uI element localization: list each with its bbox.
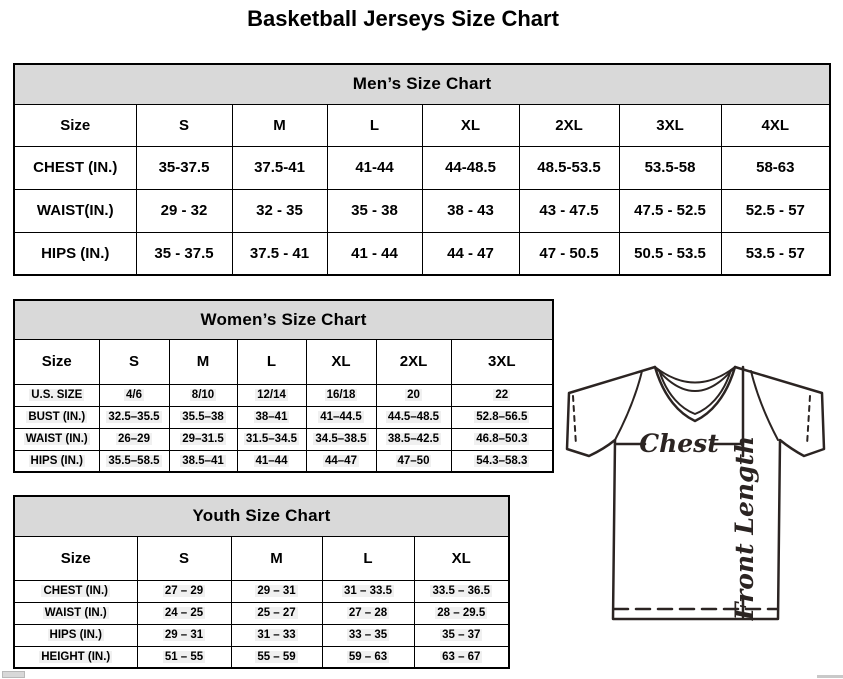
men-table-row xyxy=(14,232,830,275)
youth-column-header: M xyxy=(231,536,322,580)
youth-size-header: Size xyxy=(14,536,137,580)
women-table-row xyxy=(14,428,553,450)
men-row-label: CHEST (IN.) xyxy=(14,146,136,189)
youth-table-cell: 24 – 25 xyxy=(137,602,231,624)
men-column-header: S xyxy=(136,104,232,146)
youth-row-label: HIPS (IN.) xyxy=(14,624,137,646)
youth-chart-title: Youth Size Chart xyxy=(14,496,509,536)
youth-table-cell: 33.5 – 36.5 xyxy=(414,580,509,602)
men-table-cell: 35 - 37.5 xyxy=(136,232,232,275)
women-column-header: 3XL xyxy=(451,339,553,384)
men-size-header: Size xyxy=(14,104,136,146)
men-table-cell: 38 - 43 xyxy=(422,189,519,232)
youth-row-label: WAIST (IN.) xyxy=(14,602,137,624)
women-column-header: XL xyxy=(306,339,376,384)
women-table-cell: 44.5–48.5 xyxy=(376,406,451,428)
youth-table-cell: 29 – 31 xyxy=(137,624,231,646)
women-table-cell: 46.8–50.3 xyxy=(451,428,553,450)
women-table-cell: 8/10 xyxy=(169,384,237,406)
men-table-row xyxy=(14,189,830,232)
women-table-cell: 16/18 xyxy=(306,384,376,406)
men-column-header: 4XL xyxy=(721,104,830,146)
women-table-cell: 41–44.5 xyxy=(306,406,376,428)
jersey-left-sleeve-stitch xyxy=(573,396,576,445)
youth-table-cell: 25 – 27 xyxy=(231,602,322,624)
women-chart-title: Women’s Size Chart xyxy=(14,300,553,339)
women-table-cell: 22 xyxy=(451,384,553,406)
youth-table-cell: 33 – 35 xyxy=(322,624,414,646)
youth-table-row xyxy=(14,646,509,668)
youth-table-row xyxy=(14,624,509,646)
front-length-label: Front Length xyxy=(730,435,759,621)
men-table-row xyxy=(14,146,830,189)
men-table-cell: 32 - 35 xyxy=(232,189,327,232)
women-row-label: HIPS (IN.) xyxy=(14,450,99,472)
women-table-row xyxy=(14,406,553,428)
women-table-cell: 31.5–34.5 xyxy=(237,428,306,450)
youth-size-table xyxy=(13,495,510,669)
men-table-cell: 53.5-58 xyxy=(619,146,721,189)
jersey-right-seam xyxy=(751,371,778,440)
jersey-right-sleeve-stitch xyxy=(807,396,810,445)
men-table-cell: 52.5 - 57 xyxy=(721,189,830,232)
women-row-label: WAIST (IN.) xyxy=(14,428,99,450)
men-row-label: HIPS (IN.) xyxy=(14,232,136,275)
men-chart-title: Men’s Size Chart xyxy=(14,64,830,104)
men-table-cell: 35-37.5 xyxy=(136,146,232,189)
women-table-row xyxy=(14,384,553,406)
men-table-cell: 48.5-53.5 xyxy=(519,146,619,189)
youth-table-cell: 51 – 55 xyxy=(137,646,231,668)
men-column-header: XL xyxy=(422,104,519,146)
women-column-header: M xyxy=(169,339,237,384)
women-column-header: L xyxy=(237,339,306,384)
women-table-cell: 44–47 xyxy=(306,450,376,472)
youth-table-cell: 31 – 33 xyxy=(231,624,322,646)
youth-table-cell: 29 – 31 xyxy=(231,580,322,602)
women-table-cell: 12/14 xyxy=(237,384,306,406)
chest-label: Chest xyxy=(639,429,719,458)
women-table-row xyxy=(14,450,553,472)
cropped-element-fragment-bottom-right xyxy=(817,675,843,678)
youth-column-header: L xyxy=(322,536,414,580)
youth-table-cell: 27 – 29 xyxy=(137,580,231,602)
women-table-cell: 34.5–38.5 xyxy=(306,428,376,450)
women-table-cell: 32.5–35.5 xyxy=(99,406,169,428)
women-table-cell: 35.5–58.5 xyxy=(99,450,169,472)
women-column-header: 2XL xyxy=(376,339,451,384)
women-table-cell: 35.5–38 xyxy=(169,406,237,428)
men-table-cell: 35 - 38 xyxy=(327,189,422,232)
women-table-cell: 4/6 xyxy=(99,384,169,406)
jersey-left-seam xyxy=(615,371,642,440)
women-row-label: U.S. SIZE xyxy=(14,384,99,406)
youth-table-cell: 27 – 28 xyxy=(322,602,414,624)
youth-table-cell: 35 – 37 xyxy=(414,624,509,646)
page-title: Basketball Jerseys Size Chart xyxy=(247,6,559,31)
men-table-cell: 37.5-41 xyxy=(232,146,327,189)
women-table-cell: 41–44 xyxy=(237,450,306,472)
jersey-measurement-diagram xyxy=(558,356,843,628)
men-column-header: M xyxy=(232,104,327,146)
women-table-cell: 38.5–42.5 xyxy=(376,428,451,450)
youth-row-label: HEIGHT (IN.) xyxy=(14,646,137,668)
jersey-outline xyxy=(567,367,824,619)
men-table-cell: 47 - 50.5 xyxy=(519,232,619,275)
youth-table-cell: 59 – 63 xyxy=(322,646,414,668)
women-table-cell: 47–50 xyxy=(376,450,451,472)
women-table-cell: 54.3–58.3 xyxy=(451,450,553,472)
mens-size-table xyxy=(13,63,831,276)
jersey-collar-arc-inner xyxy=(658,370,732,391)
men-table-cell: 43 - 47.5 xyxy=(519,189,619,232)
men-table-cell: 44 - 47 xyxy=(422,232,519,275)
men-table-cell: 58-63 xyxy=(721,146,830,189)
men-table-cell: 44-48.5 xyxy=(422,146,519,189)
cropped-element-fragment-bottom-left xyxy=(2,671,25,678)
women-table-cell: 38.5–41 xyxy=(169,450,237,472)
men-table-cell: 37.5 - 41 xyxy=(232,232,327,275)
womens-size-table xyxy=(13,299,554,473)
youth-column-header: S xyxy=(137,536,231,580)
youth-table-cell: 63 – 67 xyxy=(414,646,509,668)
women-row-label: BUST (IN.) xyxy=(14,406,99,428)
men-table-cell: 41-44 xyxy=(327,146,422,189)
youth-table-row xyxy=(14,580,509,602)
women-table-cell: 52.8–56.5 xyxy=(451,406,553,428)
men-column-header: 2XL xyxy=(519,104,619,146)
men-table-cell: 29 - 32 xyxy=(136,189,232,232)
men-table-cell: 47.5 - 52.5 xyxy=(619,189,721,232)
youth-table-row xyxy=(14,602,509,624)
youth-row-label: CHEST (IN.) xyxy=(14,580,137,602)
youth-table-cell: 28 – 29.5 xyxy=(414,602,509,624)
men-table-cell: 50.5 - 53.5 xyxy=(619,232,721,275)
women-size-header: Size xyxy=(14,339,99,384)
women-column-header: S xyxy=(99,339,169,384)
women-table-cell: 29–31.5 xyxy=(169,428,237,450)
men-column-header: 3XL xyxy=(619,104,721,146)
youth-table-cell: 31 – 33.5 xyxy=(322,580,414,602)
women-table-cell: 26–29 xyxy=(99,428,169,450)
men-table-cell: 41 - 44 xyxy=(327,232,422,275)
men-column-header: L xyxy=(327,104,422,146)
youth-column-header: XL xyxy=(414,536,509,580)
youth-table-cell: 55 – 59 xyxy=(231,646,322,668)
men-table-cell: 53.5 - 57 xyxy=(721,232,830,275)
men-row-label: WAIST(IN.) xyxy=(14,189,136,232)
women-table-cell: 38–41 xyxy=(237,406,306,428)
women-table-cell: 20 xyxy=(376,384,451,406)
